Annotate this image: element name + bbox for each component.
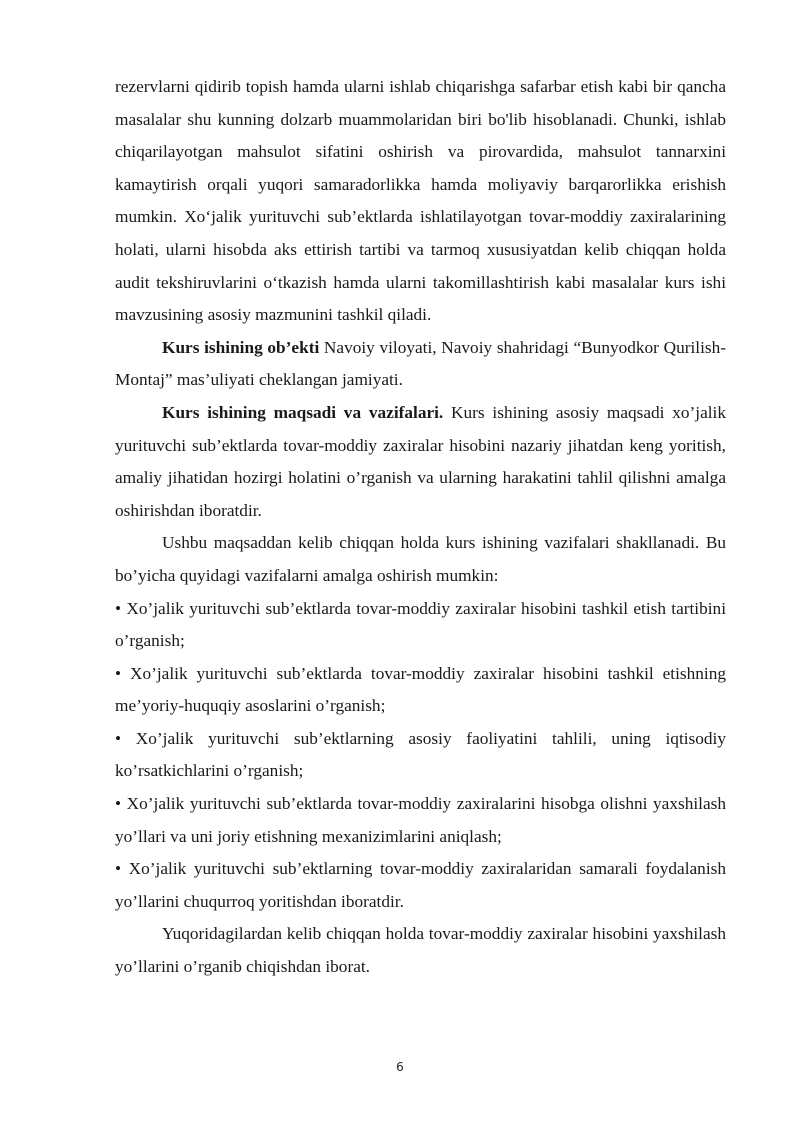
object-heading: Kurs ishining ob’ekti xyxy=(162,337,320,357)
bullet-item: • Xo’jalik yurituvchi sub’ektlarning asosiy faoliyatini tahlili, uning iqtisodiy ko’rsatkichlarini o’rganish; xyxy=(115,728,726,781)
goal-heading: Kurs ishining maqsadi va vazifalari. xyxy=(162,402,444,422)
bullet-item: • Xo’jalik yurituvchi sub’ektlarning tovar-moddiy zaxiralaridan samarali foydalanish yo’llarini chuqurroq yoritishdan iboratdir. xyxy=(115,859,726,911)
object-text: Navoiy viloyati, Navoiy shahridagi “Bunyodkor Qurilish-Montaj” mas’uliyati cheklangan jamiyati. xyxy=(115,337,726,390)
page-number: 6 xyxy=(396,1060,404,1074)
bullet-item: • Xo’jalik yurituvchi sub’ektlarda tovar-moddiy zaxiralar hisobini tashkil etishning me’yoriy-huquqiy asoslarini o’rganish; xyxy=(115,663,726,716)
intro-paragraph: rezervlarni qidirib topish hamda ularni ishlab chiqarishga safarbar etish kabi bir qancha masalalar shu kunning dolzarb muammolaridan biri bo'lib hisoblanadi. Chunki, ishlab chiqarilayotgan mahsulot sifatini oshirish va pirovardida, mahsulot tannarxini kamaytirish orqali yuqori samaradorlikka hamda moliyaviy barqarorlikka erishish mumkin. Xo‘jalik yurituvchi sub’ektlarda ishlatilayotgan tovar-moddiy zaxiralarining holati, ularni hisobda aks ettirish tartibi va tarmoq xususiyatdan kelib chiqqan holda audit tekshiruvlarini o‘tkazish hamda ularni takomillashtirish kabi masalalar kurs ishi mavzusining asosiy mazmunini tashkil qiladi. xyxy=(115,77,726,325)
goal-paragraph xyxy=(115,397,726,527)
tasks-intro-paragraph: Ushbu maqsaddan kelib chiqqan holda kurs ishining vazifalari shakllanadi. Bu bo’yicha quyidagi vazifalarni amalga oshirish mumkin: xyxy=(115,533,726,585)
bullet-item: • Xo’jalik yurituvchi sub’ektlarda tovar-moddiy zaxiralarini hisobga olishni yaxshilash yo’llari va uni joriy etishning mexanizimlarini aniqlash; xyxy=(115,794,726,846)
bullet-item: • Xo’jalik yurituvchi sub’ektlarda tovar-moddiy zaxiralar hisobini tashkil etish tartibini o’rganish; xyxy=(115,598,726,651)
goal-text: Kurs ishining asosiy maqsadi xo’jalik yurituvchi sub’ektlarda tovar-moddiy zaxiralar hisobini nazariy jihatdan keng yoritish, amaliy jihatidan hozirgi holatini o’rganish va ularning harakatini tahlil qilishni amalga oshirishdan iboratdir. xyxy=(115,402,726,520)
object-paragraph xyxy=(115,332,726,397)
document-body xyxy=(115,71,726,984)
conclusion-paragraph: Yuqoridagilardan kelib chiqqan holda tovar-moddiy zaxiralar hisobini yaxshilash yo’llarini o’rganib chiqishdan iborat. xyxy=(115,924,726,977)
